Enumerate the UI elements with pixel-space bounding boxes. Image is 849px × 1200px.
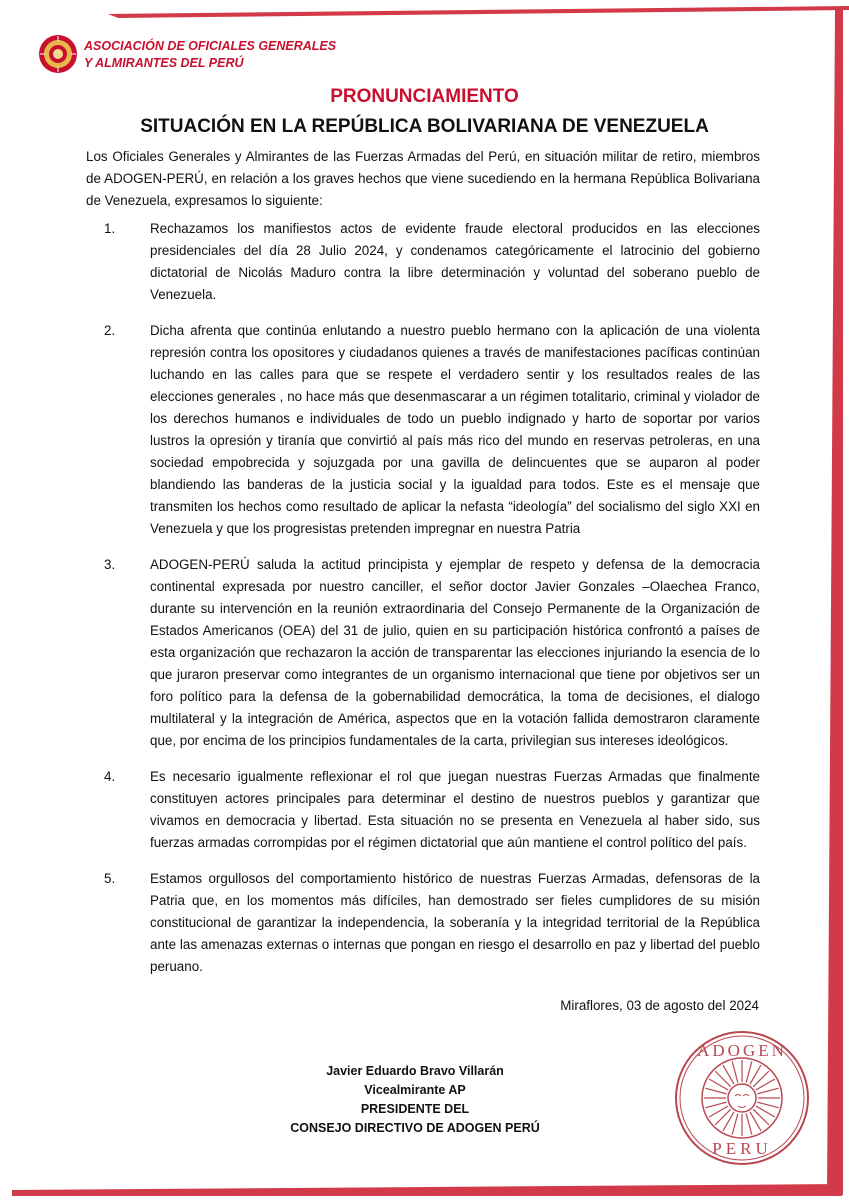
list-item bbox=[86, 554, 760, 752]
signer-role-line1: PRESIDENTE DEL bbox=[360, 1102, 470, 1116]
organization-name bbox=[84, 38, 336, 72]
signer-name: Javier Eduardo Bravo Villarán bbox=[326, 1064, 504, 1078]
list-item bbox=[86, 218, 760, 306]
organization-name-line2: Y ALMIRANTES DEL PERÚ bbox=[84, 56, 244, 70]
intro-paragraph: Los Oficiales Generales y Almirantes de las Fuerzas Armadas del Perú, en situación militar de retiro, miembros de ADOGEN-PERÚ, en relación a los graves hechos que viene sucediendo en la hermana República Bolivariana de Venezuela, expresamos lo siguiente: bbox=[86, 149, 760, 208]
list-item-text: ADOGEN-PERÚ saluda la actitud principista y ejemplar de respeto y defensa de la democracia continental expresada por nuestro canciller, el señor doctor Javier Gonzales –Olaechea Franco, durante su intervención en la reunión extraordinaria del Consejo Permanente de la Organización de Estados Americanos (OEA) del 31 de julio, quien en su participación histórica confrontó a países de esta organización que rechazaron la acción de transparentar las elecciones injuriando la esencia de lo que juraron preservar como integrantes de un organismo internacional que tiene por objetivos ser un foro político para la defensa de la gobernabilidad democrática, la toma de decisiones, el dialogo multilateral y la integración de América, aspectos que en la votación fallida demostraron claramente que, por encima de los principios fundamentales de la carta, privilegian sus intereses ideológicos. bbox=[150, 557, 760, 748]
seal-top-text: ADOGEN bbox=[697, 1041, 787, 1060]
seal-ray bbox=[705, 1102, 726, 1108]
seal-ray bbox=[746, 1061, 752, 1082]
list-item bbox=[86, 766, 760, 854]
signer-role-line2: CONSEJO DIRECTIVO DE ADOGEN PERÚ bbox=[290, 1121, 540, 1135]
list-item-text: Dicha afrenta que continúa enlutando a nuestro pueblo hermano con la aplicación de una violenta represión contra los opositores y ciudadanos quienes a través de manifestaciones pacíficas continúan luchando en las calles para que se respete el verdadero sentir y los resultados reales de las elecciones generales , no hace más que desenmascarar a un régimen totalitario, criminal y violador de los derechos humanos e individuales de todo un pueblo indignado y harto de soportar por varios lustros la opresión y tiranía que convirtió al país más rico del mundo en reservas petroleras, en una sociedad empobrecida y sojuzgada por una gavilla de delincuentes que se auparon al poder blandiendo las banderas de la justicia social y la igualdad para todos. Este es el mensaje que transmiten los hechos como resultado de aplicar la nefasta “ideología” del socialismo del siglo XXI en Venezuela y que los progresistas pretenden impregnar en nuestra Patria bbox=[150, 323, 760, 536]
organization-name-line1: ASOCIACIÓN DE OFICIALES GENERALES bbox=[84, 39, 337, 53]
seal-ray bbox=[732, 1113, 738, 1134]
list-item-text: Rechazamos los manifiestos actos de evidente fraude electoral producidos en las elecciones presidenciales del día 28 Julio 2024, y condenamos categóricamente el latrocinio del gobierno dictatorial de Nicolás Maduro contra la libre determinación y voluntad del soberano pueblo de Venezuela. bbox=[150, 221, 760, 302]
seal-ray bbox=[757, 1102, 778, 1108]
document-title: PRONUNCIAMIENTO bbox=[330, 86, 519, 107]
list-item-text: Estamos orgullosos del comportamiento histórico de nuestras Fuerzas Armadas, defensoras de la Patria que, en los momentos más difíciles, han demostrado ser fieles cumplidores de su misión constitucional de garantizar la independencia, la soberanía y la integridad territorial de la República ante las amenazas externas o internas que pongan en riesgo el desarrollo en paz y libertad del pueblo peruano. bbox=[150, 871, 760, 974]
seal-bottom-text: PERU bbox=[712, 1139, 772, 1158]
list-item-number: 1. bbox=[104, 221, 116, 236]
adogen-logo-icon bbox=[38, 34, 78, 74]
signer-rank: Vicealmirante AP bbox=[364, 1083, 466, 1097]
list-item bbox=[86, 320, 760, 540]
seal-ray bbox=[732, 1061, 738, 1082]
statement-list bbox=[86, 218, 760, 992]
list-item-number: 2. bbox=[104, 323, 116, 338]
frame-top-border bbox=[8, 0, 849, 32]
list-item-text: Es necesario igualmente reflexionar el rol que juegan nuestras Fuerzas Armadas que finalmente constituyen actores principales para determinar el destino de nuestros pueblos y garantizar que vivamos en democracia y libertad. Esta situación no se presenta en Venezuela al haber sido, sus fuerzas armadas corrompidas por el régimen dictatorial que aún mantiene el control político del país. bbox=[150, 769, 760, 850]
document-subtitle: SITUACIÓN EN LA REPÚBLICA BOLIVARIANA DE VENEZUELA bbox=[140, 116, 709, 137]
signature-block bbox=[220, 1062, 610, 1138]
seal-ray bbox=[705, 1088, 726, 1094]
place-date: Miraflores, 03 de agosto del 2024 bbox=[560, 998, 759, 1013]
adogen-seal-icon bbox=[672, 1016, 812, 1181]
list-item-number: 5. bbox=[104, 871, 116, 886]
frame-right-border bbox=[821, 10, 843, 1195]
seal-ray bbox=[746, 1113, 752, 1134]
list-item-number: 4. bbox=[104, 769, 116, 784]
frame-bottom-border bbox=[12, 1180, 842, 1196]
list-item bbox=[86, 868, 760, 978]
seal-ray bbox=[757, 1088, 778, 1094]
list-item-number: 3. bbox=[104, 557, 116, 572]
